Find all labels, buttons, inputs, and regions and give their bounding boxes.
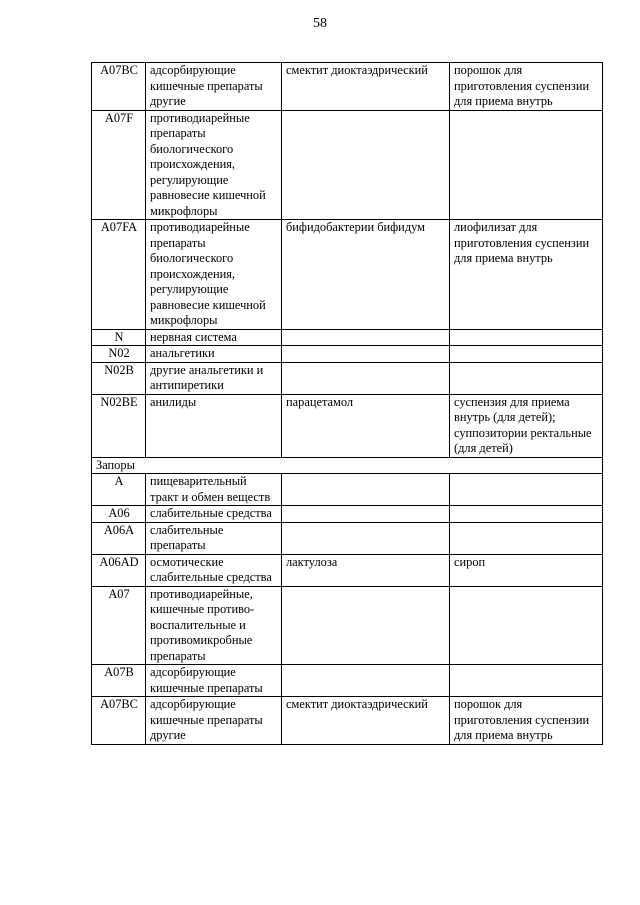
dosage-form: порошок для приготовления суспензии для приема внутрь bbox=[450, 697, 603, 745]
table-row bbox=[92, 110, 603, 220]
atc-code: A07B bbox=[92, 665, 146, 697]
dosage-form: суспензия для приема внутрь (для детей); суппозитории ректальные (для детей) bbox=[450, 394, 603, 457]
atc-code: A bbox=[92, 474, 146, 506]
table-row bbox=[92, 474, 603, 506]
atc-code: A07 bbox=[92, 586, 146, 665]
group-name: слабительные препараты bbox=[146, 522, 282, 554]
group-name: осмотические слабительные средства bbox=[146, 554, 282, 586]
substance-name bbox=[282, 586, 450, 665]
atc-code: A06 bbox=[92, 506, 146, 523]
table-row bbox=[92, 220, 603, 330]
atc-code: A07F bbox=[92, 110, 146, 220]
section-row bbox=[92, 457, 603, 474]
table-row bbox=[92, 329, 603, 346]
substance-name bbox=[282, 522, 450, 554]
dosage-form bbox=[450, 522, 603, 554]
table-row bbox=[92, 394, 603, 457]
group-name: слабительные средства bbox=[146, 506, 282, 523]
dosage-form bbox=[450, 586, 603, 665]
dosage-form bbox=[450, 362, 603, 394]
dosage-form bbox=[450, 474, 603, 506]
table-row bbox=[92, 554, 603, 586]
group-name: нервная система bbox=[146, 329, 282, 346]
substance-name bbox=[282, 329, 450, 346]
page-number: 58 bbox=[313, 16, 327, 31]
dosage-form: порошок для приготовления суспензии для приема внутрь bbox=[450, 63, 603, 111]
dosage-form: сироп bbox=[450, 554, 603, 586]
atc-code: A07FA bbox=[92, 220, 146, 330]
table-row bbox=[92, 506, 603, 523]
substance-name bbox=[282, 506, 450, 523]
group-name: адсорбирующие кишечные препараты другие bbox=[146, 63, 282, 111]
atc-code: A07BC bbox=[92, 63, 146, 111]
group-name: анальгетики bbox=[146, 346, 282, 363]
atc-code: N02BE bbox=[92, 394, 146, 457]
group-name: адсорбирующие кишечные препараты bbox=[146, 665, 282, 697]
atc-code: N02B bbox=[92, 362, 146, 394]
substance-name bbox=[282, 110, 450, 220]
dosage-form bbox=[450, 506, 603, 523]
substance-name: бифидобактерии бифидум bbox=[282, 220, 450, 330]
table-row bbox=[92, 697, 603, 745]
atc-code: N bbox=[92, 329, 146, 346]
group-name: пищеварительный тракт и обмен веществ bbox=[146, 474, 282, 506]
section-title: Запоры bbox=[92, 457, 603, 474]
substance-name bbox=[282, 346, 450, 363]
substance-name bbox=[282, 474, 450, 506]
group-name: адсорбирующие кишечные препараты другие bbox=[146, 697, 282, 745]
table-row bbox=[92, 522, 603, 554]
substance-name bbox=[282, 665, 450, 697]
dosage-form bbox=[450, 665, 603, 697]
atc-code: A07BC bbox=[92, 697, 146, 745]
group-name: анилиды bbox=[146, 394, 282, 457]
table-row bbox=[92, 665, 603, 697]
substance-name: парацетамол bbox=[282, 394, 450, 457]
table-row bbox=[92, 362, 603, 394]
substance-name: смектит диоктаэдрический bbox=[282, 697, 450, 745]
table-row bbox=[92, 586, 603, 665]
group-name: противодиарейные препараты биологического происхождения, регулирующие равновесие кишечной микрофлоры bbox=[146, 110, 282, 220]
drug-table bbox=[91, 62, 603, 745]
dosage-form bbox=[450, 329, 603, 346]
group-name: противодиарейные препараты биологического происхождения, регулирующие равновесие кишечной микрофлоры bbox=[146, 220, 282, 330]
atc-code: N02 bbox=[92, 346, 146, 363]
table-row bbox=[92, 346, 603, 363]
substance-name: лактулоза bbox=[282, 554, 450, 586]
dosage-form bbox=[450, 110, 603, 220]
group-name: другие анальгетики и антипиретики bbox=[146, 362, 282, 394]
table-row bbox=[92, 63, 603, 111]
dosage-form: лиофилизат для приготовления суспензии для приема внутрь bbox=[450, 220, 603, 330]
dosage-form bbox=[450, 346, 603, 363]
atc-code: A06AD bbox=[92, 554, 146, 586]
group-name: противодиарейные, кишечные противо-воспалительные и противомикробные препараты bbox=[146, 586, 282, 665]
substance-name bbox=[282, 362, 450, 394]
atc-code: A06A bbox=[92, 522, 146, 554]
substance-name: смектит диоктаэдрический bbox=[282, 63, 450, 111]
